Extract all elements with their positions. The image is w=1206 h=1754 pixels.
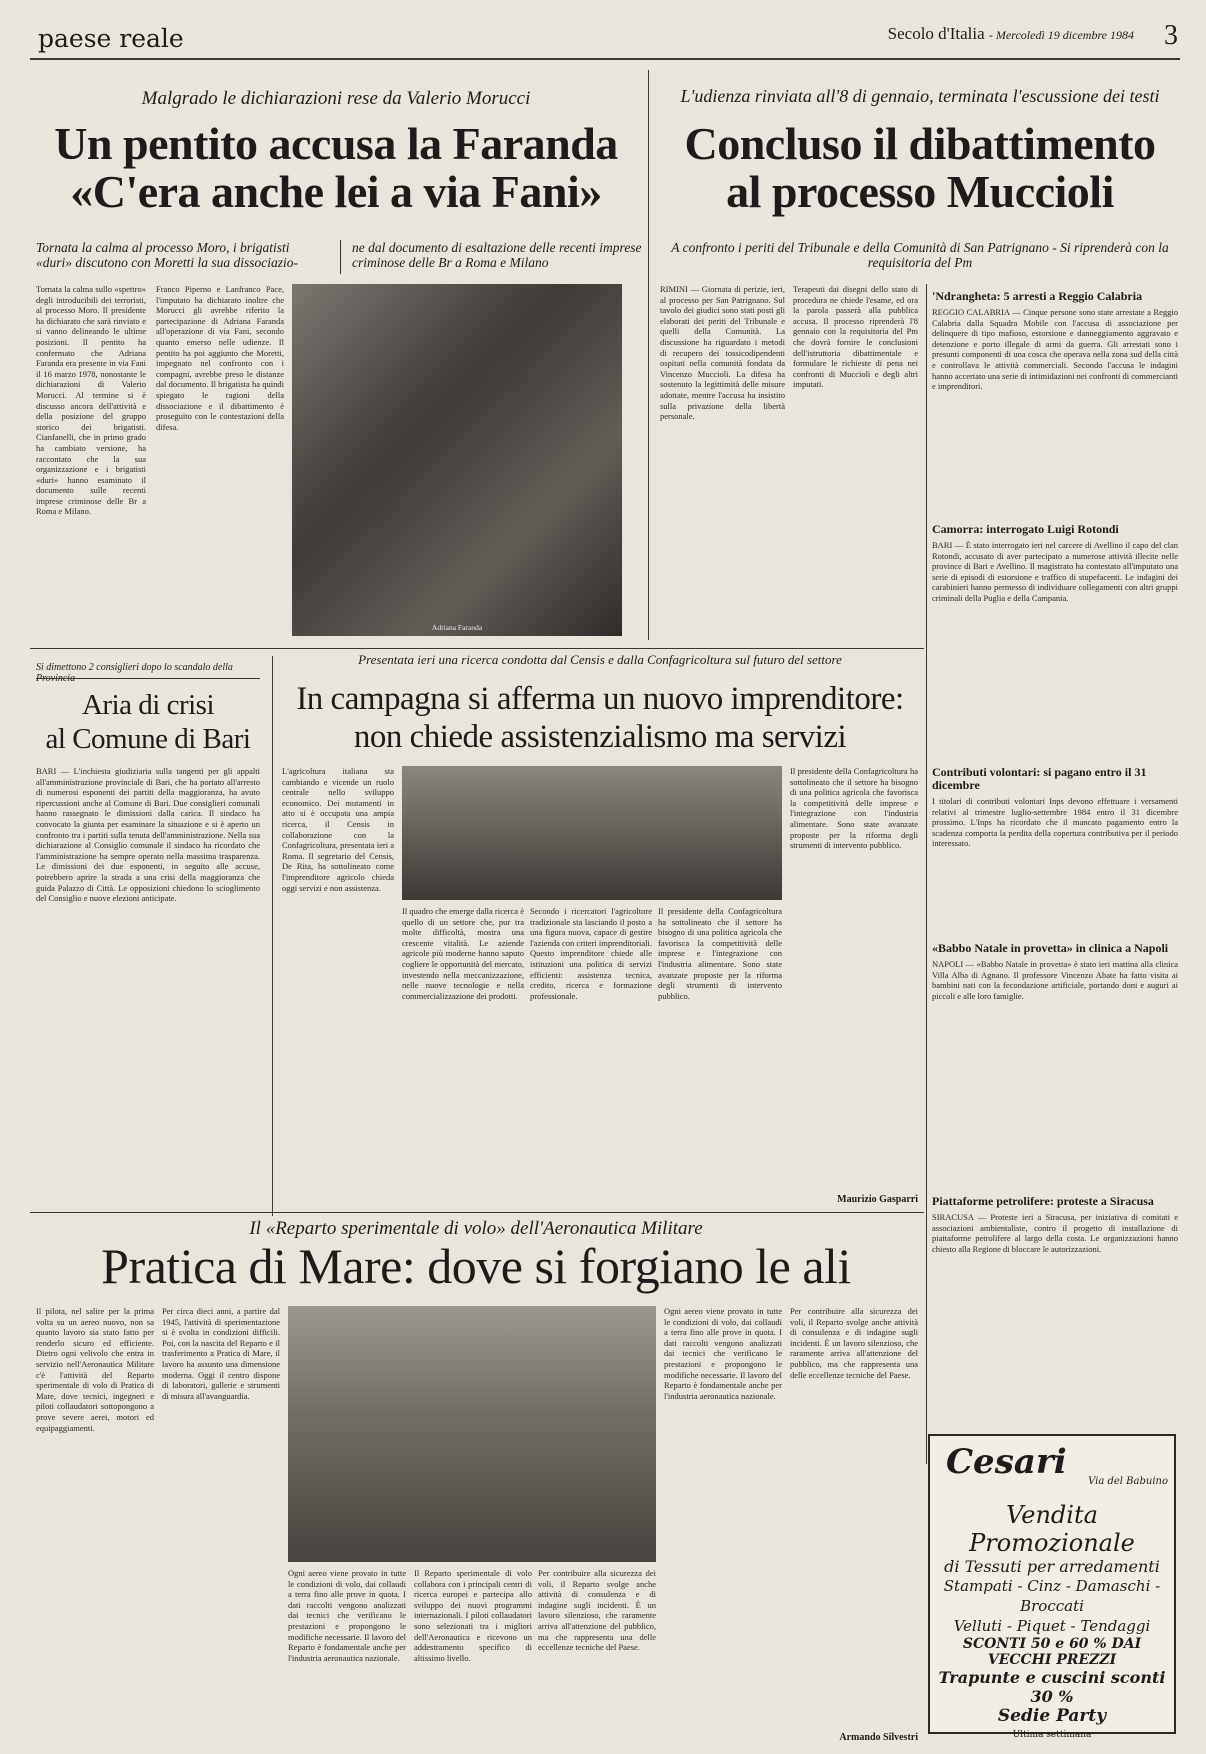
ad-extra: Trapunte e cuscini sconti 30 % — [938, 1668, 1166, 1706]
article3-headline — [36, 688, 260, 756]
article5-body-col4: Il Reparto sperimentale di volo collabora con i principali centri di ricerca europei e partecipa allo sviluppo dei nuovi programmi internazionali. I piloti collaudatori sono selezionati tra i migliori dell'Aeronautica e ricevono un addestramento specifico di altissimo livello. — [414, 1568, 532, 1663]
article4-body-col4: Il presidente della Confagricoltura ha sottolineato che il settore ha bisogno di una politica agricola che favorisca la competitività delle imprese e l'integrazione con l'industria alimentare. Sono state avanzate proposte per la riforma degli strumenti di intervento pubblico. — [658, 906, 782, 1001]
masthead — [888, 24, 1134, 44]
ad-party: Sedie Party — [997, 1706, 1107, 1726]
paper-name: Secolo d'Italia — [887, 24, 985, 43]
ad-title: Vendita Promozionale — [969, 1501, 1135, 1557]
article1-body-col2: Franco Piperno e Lanfranco Pace, l'imputato ha dichiarato inoltre che Morucci gli avrebbe riferito la partecipazione di Adriana Faranda all'operazione di via Fani, secondo quanto emerso nelle udienze. Il pentito ha poi aggiunto che Moretti, impegnato nel confronto con i compagni, avrebbe preso le distanze dal documento. Il brigatista ha quindi spiegato le ragioni della dissociazione e il dibattimento è proseguito con le contestazioni della difesa. — [156, 284, 284, 432]
article1-subhead-left: Tornata la calma al processo Moro, i brigatisti «duri» discutono con Moretti la sua dissociazio- — [36, 240, 298, 270]
article4-headline — [282, 680, 918, 756]
sidebar-item-title: Camorra: interrogato Luigi Rotondi — [932, 522, 1119, 536]
article2-body-col2: Terapeuti dai disegni dello stato di procedura ne chiede l'esame, ed ora la parola passerà alla pubblica accusa. Il processo riprenderà l'8 gennaio con la requisitoria del Pm che dovrà fornire le conclusioni dell'istruttoria dibattimentale e formulare le richieste di pena nei confronti di Muccioli e degli altri imputati. — [793, 284, 918, 390]
article3-kicker-rule — [36, 678, 260, 679]
article2-headline-line1: Concluso il dibattimento — [684, 118, 1156, 169]
sidebar-item-title: 'Ndrangheta: 5 arresti a Reggio Calabria — [932, 289, 1143, 303]
article2-subhead: A confronto i periti del Tribunale e della Comunità di San Patrignano - Si riprenderà con la requisitoria del Pm — [671, 240, 1169, 270]
article5-body-col7: Per contribuire alla sicurezza dei voli, il Reparto svolge anche attività di consulenza e di indagine sugli incidenti. È un lavoro silenzioso, che raramente arriva all'attenzione del pubblico, ma che rappresenta una delle eccellenze tecniche del Paese. — [790, 1306, 918, 1380]
sidebar-item-body: SIRACUSA — Proteste ieri a Siracusa, per iniziativa di comitati e associazioni ambientaliste, contro il progetto di installazione di piattaforme petrolifere al largo della costa. Le organizzazioni hanno chiesto alla Regione di bloccare le autorizzazioni. — [932, 1212, 1178, 1254]
sidebar-item-body: I titolari di contributi volontari Inps devono effettuare i versamenti relativi al trimestre luglio-settembre 1984 entro il 31 dicembre prossimo. L'Inps ha ricordato che il mancato pagamento entro la scadenza comporta la perdita della copertura contributiva per il periodo interessato. — [932, 796, 1178, 849]
sidebar-divider — [926, 284, 927, 1464]
article1-headline-line2: «C'era anche lei a via Fani» — [70, 166, 602, 218]
article5-body-col1: Il pilota, nel salire per la prima volta su un aereo nuovo, non sa quanto lavoro sia stato fatto per renderlo sicuro ed efficiente. Dietro ogni velivolo che entra in servizio nell'Aeronautica Militare c'è l'attività del Reparto sperimentale di volo di Pratica di Mare, dove tecnici, ingegneri e piloti collaudatori sottopongono a prove severe aerei, motori ed equipaggiamenti. — [36, 1306, 154, 1433]
article2-headline — [660, 120, 1180, 217]
article4-headline-line2: non chiede assistenzialismo ma servizi — [353, 719, 847, 755]
sidebar-item-body: NAPOLI — «Babbo Natale in provetta» è stato ieri mattina alla clinica Villa Alba di Agnano. Il professore Vincenzo Abate ha fatto visita ai bambini nati con la fecondazione artificiale, portando doni e auguri ai piccoli e alle loro famiglie. — [932, 959, 1178, 1001]
article4-headline-line1: In campagna si afferma un nuovo imprenditore: — [296, 681, 904, 717]
issue-date: - Mercoledì 19 dicembre 1984 — [988, 28, 1134, 42]
article3-headline-line2: al Comune di Bari — [45, 723, 251, 755]
article2-kicker: L'udienza rinviata all'8 di gennaio, terminata l'escussione dei testi — [680, 86, 1160, 106]
article4-kicker: Presentata ieri una ricerca condotta dal Censis e dalla Confagricoltura sul futuro del settore — [358, 652, 842, 667]
ad-line-1: Stampati - Cinz - Damaschi - Broccati — [943, 1577, 1161, 1615]
sidebar-item — [932, 942, 1178, 1189]
article5-body-col5: Per contribuire alla sicurezza dei voli, il Reparto svolge anche attività di consulenza e di indagine sugli incidenti. È un lavoro silenzioso, che raramente arriva all'attenzione del pubblico, ma che rappresenta una delle eccellenze tecniche del Paese. — [538, 1568, 656, 1653]
sidebar-item-title: Contributi volontari: si pagano entro il 31 dicembre — [932, 765, 1147, 792]
article5-kicker: Il «Reparto sperimentale di volo» dell'Aeronautica Militare — [249, 1218, 703, 1239]
article3-kicker: Si dimettono 2 consiglieri dopo lo scandalo della — [36, 662, 233, 673]
sidebar-item — [932, 290, 1178, 517]
column-divider — [648, 70, 649, 640]
article1-kicker: Malgrado le dichiarazioni rese da Valerio Morucci — [141, 88, 531, 109]
ad-line-2: Velluti - Piquet - Tendaggi — [953, 1617, 1151, 1635]
section-rule — [30, 648, 924, 649]
article5-headline: Pratica di Mare: dove si forgiano le ali — [101, 1238, 851, 1294]
article1-subhead-right: ne dal documento di esaltazione delle recenti imprese criminose delle Br a Roma e Milano — [352, 240, 642, 270]
ad-note: Ultima settimana — [1012, 1730, 1092, 1740]
article5-signature: Armando Silvestri — [839, 1732, 918, 1743]
ad-address: Via del Babuino — [1088, 1476, 1168, 1487]
article5-photo — [288, 1306, 656, 1562]
masthead-rule — [30, 58, 1180, 60]
sidebar-item-title: «Babbo Natale in provetta» in clinica a Napoli — [932, 941, 1169, 955]
article2-headline-line2: al processo Muccioli — [726, 166, 1114, 218]
article1-body-col1: Tornata la calma sullo «spettro» degli introducibili dei terroristi, al processo Moro. Il presidente ha dichiarato che sarà rinviato e si vanno delineando le ultime posizioni. Il pentito ha confermato che Adriana Faranda era presente in via Fani il 16 marzo 1978, nonostante le dichiarazioni di Valerio Morucci. Al termine si è discusso ancora dell'attività e della posizione del gruppo storico dei brigatisti. Cianfanelli, che in primo grado ha cambiato versione, ha raccontato che la sua organizzazione e i brigatisti «duri» hanno esaminato il documento sulle recenti imprese criminose delle Br a Roma e Milano. — [36, 284, 146, 517]
article5-body-col3: Ogni aereo viene provato in tutte le condizioni di volo, dai collaudi a terra fino alle prove in quota. I dati raccolti vengono analizzati dai tecnici che verificano le prestazioni e propongono le modifiche necessarie. Il lavoro del Reparto è fondamentale anche per l'industria aeronautica nazionale. — [288, 1568, 406, 1663]
article3-divider — [272, 656, 273, 1216]
article3-headline-line1: Aria di crisi — [81, 689, 214, 721]
subhead-divider — [340, 240, 341, 274]
article4-body-col3: Secondo i ricercatori l'agricoltore tradizionale sta lasciando il posto a una figura nuova, capace di gestire l'azienda con criteri imprenditoriali. Questo imprenditore chiede alle istituzioni una politica di servizi efficienti: assistenza tecnica, credito, ricerca e formazione professionale. — [530, 906, 652, 1001]
section-title: paese reale — [38, 24, 184, 53]
article1-photo-caption: Adriana Faranda — [431, 623, 483, 632]
ad-promo: SCONTI 50 e 60 % DAI VECCHI PREZZI — [962, 1636, 1142, 1668]
article1-headline-line1: Un pentito accusa la Faranda — [54, 118, 618, 169]
sidebar — [932, 290, 1178, 1292]
advertisement — [928, 1434, 1176, 1740]
section-rule — [30, 1212, 924, 1213]
article1-photo — [292, 284, 622, 636]
sidebar-item-title: Piattaforme petrolifere: proteste a Siracusa — [932, 1194, 1154, 1208]
ad-brand: Cesari — [946, 1442, 1067, 1482]
article4-body-col2: Il quadro che emerge dalla ricerca è quello di un settore che, pur tra molte difficoltà, mostra una crescente vitalità. Le aziende agricole più moderne hanno saputo cogliere le opportunità del mercato, investendo nella meccanizzazione, nelle nuove tecnologie e nella commercializzazione dei prodotti. — [402, 906, 524, 1001]
page-number: 3 — [1164, 20, 1178, 51]
article5-body-col6: Ogni aereo viene provato in tutte le condizioni di volo, dai collaudi a terra fino alle prove in quota. I dati raccolti vengono analizzati dai tecnici che verificano le prestazioni e propongono le modifiche necessarie. Il lavoro del Reparto è fondamentale anche per l'industria aeronautica nazionale. — [664, 1306, 782, 1401]
article4-body-col1: L'agricoltura italiana sta cambiando e vicende un ruolo centrale nello sviluppo economico. Dei mutamenti in atto si è occupata una ampia ricerca, il Censis in collaborazione con la Confagricoltura, presentata ieri a Roma. Il segretario del Censis, De Rita, ha sottolineato come l'imprenditore agricolo chieda oggi servizi e non assistenza. — [282, 766, 394, 893]
article5-body-col2: Per circa dieci anni, a partire dal 1945, l'attività di sperimentazione si è svolta in condizioni difficili. Poi, con la nascita del Reparto e il trasferimento a Pratica di Mare, il lavoro ha assunto una dimensione moderna. Oggi il centro dispone di laboratori, gallerie e strumenti di misura all'avanguardia. — [162, 1306, 280, 1401]
article2-body-col1: RIMINI — Giornata di perizie, ieri, al processo per San Patrignano. Sul tavolo dei giudici sono stati posti gli elaborati dei periti del Tribunale e quelli della Comunità. La discussione ha riguardato i metodi di recupero dei tossicodipendenti ospitati nella comunità fondata da Vincenzo Muccioli. La difesa ha sostenuto la legittimità delle misure adottate, mentre l'accusa ha insistito sulla privazione della libertà personale. — [660, 284, 785, 422]
sidebar-item — [932, 766, 1178, 936]
ad-subtitle: di Tessuti per arredamenti — [944, 1557, 1160, 1576]
sidebar-item — [932, 523, 1178, 760]
article4-signature: Maurizio Gasparri — [837, 1194, 918, 1205]
sidebar-item — [932, 1195, 1178, 1292]
sidebar-item-body: BARI — È stato interrogato ieri nel carcere di Avellino il capo del clan Rotondi, accusato di aver partecipato a numerose attività illecite nelle province di Bari e Avellino. Il magistrato ha contestato all'imputato una serie di episodi di estorsione e traffico di stupefacenti. Le indagini dei carabinieri hanno permesso di individuare collegamenti con altri gruppi criminali della Puglia e della Campania. — [932, 540, 1178, 603]
article4-body-col5: Il presidente della Confagricoltura ha sottolineato che il settore ha bisogno di una politica agricola che favorisca la competitività delle imprese e l'integrazione con l'industria alimentare. Sono state avanzate proposte per la riforma degli strumenti di intervento pubblico. — [790, 766, 918, 851]
article4-photo — [402, 766, 782, 900]
sidebar-item-body: REGGIO CALABRIA — Cinque persone sono state arrestate a Reggio Calabria dalla Squadra Mobile con l'accusa di associazione per delinquere di tipo mafioso, estorsione e danneggiamento aggravato e detenzione e porto illegale di armi da guerra. Gli arrestati sono i presunti componenti di una cosca che operava nella zona sud della città e controllava le attività commerciali. Secondo l'accusa le indagini hanno accertato una serie di intimidazioni nei confronti di commercianti e imprenditori. — [932, 307, 1178, 392]
article1-headline — [36, 120, 636, 217]
article3-body: BARI — L'inchiesta giudiziaria sulla tangenti per gli appalti all'amministrazione provinciale di Bari, che ha portato all'arresto di numerosi esponenti dei partiti della maggioranza, ha avuto ripercussioni anche al Comune di Bari. Due consiglieri comunali hanno rassegnato le dimissioni dalla carica. Il sindaco ha convocato la giunta per esaminare la situazione e si è aperto un confronto tra i partiti sulla tenuta dell'amministrazione. Nella sua dichiarazione al Consiglio comunale il sindaco ha ricordato che l'amministrazione ha sempre operato nella massima trasparenza. Le dimissioni dei due esponenti, in seguito alle accuse, potrebbero aprire la strada a una crisi della maggioranza che guida Palazzo di Città. Le opposizioni chiedono lo scioglimento del Consiglio e nuove elezioni anticipate. — [36, 766, 260, 904]
